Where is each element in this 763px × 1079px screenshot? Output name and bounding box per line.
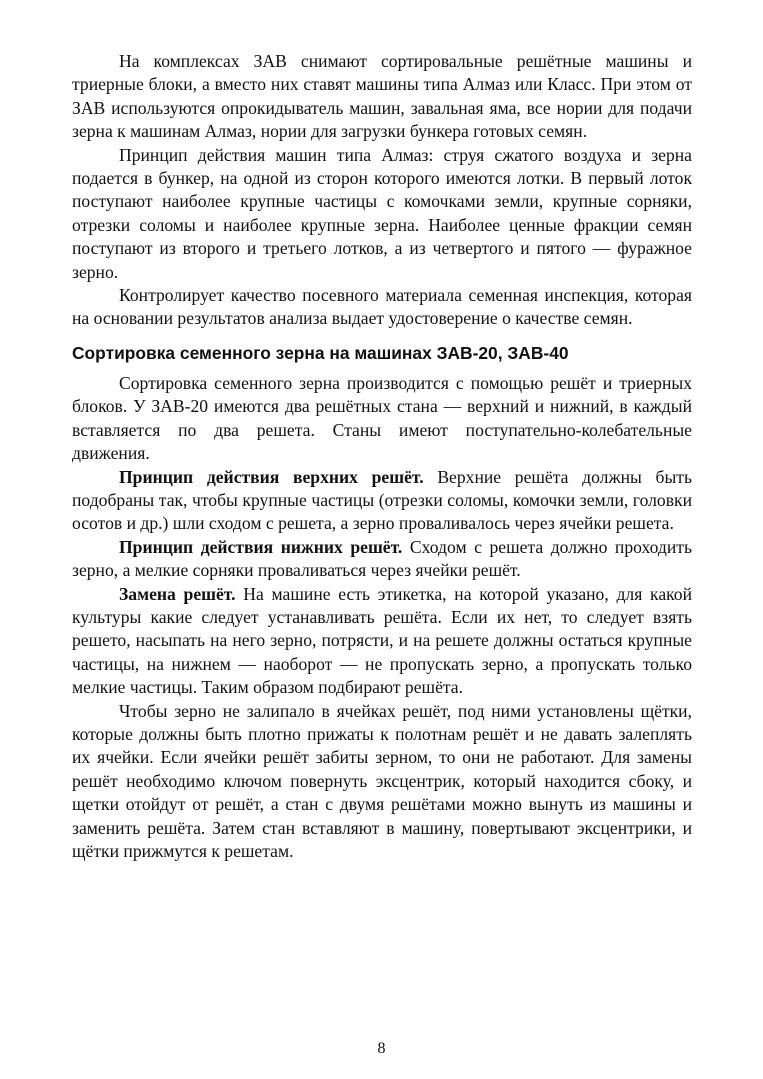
intro-paragraph-2: Принцип действия машин типа Алмаз: струя сжатого воздуха и зерна подается в бункер, на одной из сторон которого имеются лотки. В первый лоток поступают наиболее крупные частицы с комочками земли, крупные сорняки, отрезки соломы и наиболее крупные зерна. Наиболее ценные фракции семян поступают из второго и третьего лотков, а из четвертого и пятого — фуражное зерно. (72, 144, 692, 282)
intro-paragraph-1: На комплексах ЗАВ снимают сортировальные решётные машины и триерные блоки, а вместо них ставят машины типа Алмаз или Класс. При этом от ЗАВ используются опрокидыватель машин, завальная яма, все нории для подачи зерна к машинам Алмаз, нории для загрузки бункера готовых семян. (72, 51, 692, 142)
sieve-replacement-text: На машине есть этикетка, на которой указано, для какой культуры какие следует устанавливать решёта. Если их нет, то следует взять решето, насыпать на него зерно, потрясти, и на решете должны остаться крупные частицы, на нижнем — наоборот — не пропускать зерно, а пропускать только мелкие частицы. Таким образом подбирают решёта. (72, 583, 692, 698)
upper-sieves-lead: Принцип действия верхних решёт. (119, 466, 424, 487)
lower-sieves-paragraph (72, 536, 692, 583)
upper-sieves-paragraph (72, 466, 692, 536)
brushes-paragraph: Чтобы зерно не залипало в ячейках решёт, под ними установлены щётки, которые должны быть плотно прижаты к полотнам решёт и не давать залеплять их ячейки. Если ячейки решёт забиты зерном, то они не работают. Для замены решёт необходимо ключом повернуть эксцентрик, который находится сбоку, и щетки отойдут от решёт, а стан с двумя решётами можно вынуть из машины и заменить решёта. Затем стан вставляют в машину, повертывают эксцентрики, и щётки прижмутся к решетам. (72, 700, 692, 861)
lower-sieves-lead: Принцип действия нижних решёт. (119, 536, 403, 557)
sieve-replacement-paragraph (72, 583, 692, 700)
document-page (72, 50, 692, 863)
page-number: 8 (377, 1040, 386, 1057)
section-heading: Сортировка семенного зерна на машинах ЗАВ-20, ЗАВ-40 (72, 342, 569, 363)
upper-sieves-text: Верхние решёта должны быть подобраны так, чтобы крупные частицы (отрезки соломы, комочки земли, головки осотов и др.) шли сходом с решета, а зерно проваливалось через ячейки решета. (72, 466, 693, 534)
sieve-replacement-lead: Замена решёт. (119, 583, 236, 604)
sorting-paragraph: Сортировка семенного зерна производится с помощью решёт и триерных блоков. У ЗАВ-20 имеются два решётных стана — верхний и нижний, в каждый вставляется по два решета. Станы имеют поступательно-колебательные движения. (72, 372, 692, 464)
intro-paragraph-3: Контролирует качество посевного материала семенная инспекция, которая на основании результатов анализа выдает удостоверение о качестве семян. (72, 285, 692, 329)
lower-sieves-text: Сходом с решета должно проходить зерно, а мелкие сорняки проваливаться через ячейки решёт. (72, 536, 693, 581)
